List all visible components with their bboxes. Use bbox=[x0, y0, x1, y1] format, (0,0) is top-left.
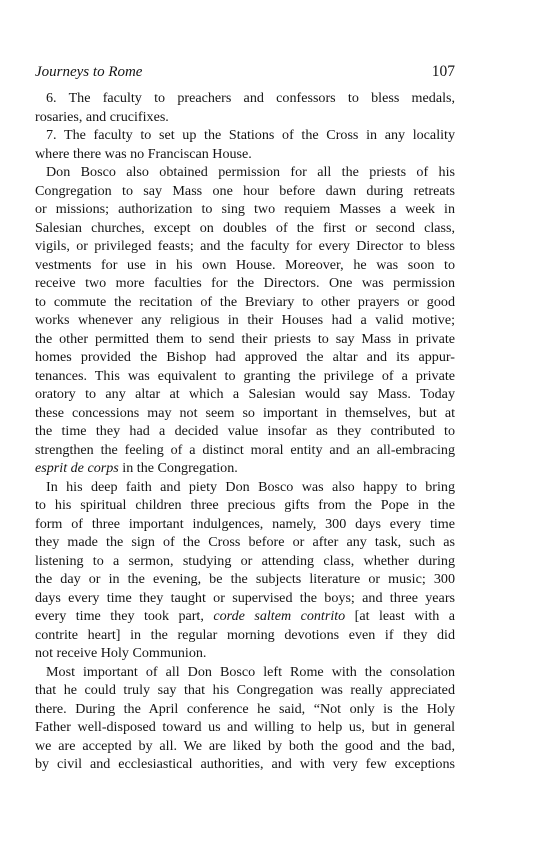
text-line bbox=[35, 663, 455, 682]
text-segment: days every time they taught or supervised the boys; and three years bbox=[35, 589, 455, 606]
text-segment: homes provided the Bishop had approved the altar and its appur- bbox=[35, 349, 455, 365]
text-line bbox=[35, 478, 455, 497]
text-segment: not receive Holy Communion. bbox=[35, 645, 207, 661]
text-line bbox=[35, 515, 455, 534]
text-segment: In his deep faith and piety Don Bosco was also happy to bring bbox=[46, 478, 455, 495]
text-segment: works whenever any religious in their Houses had a valid motive; bbox=[35, 312, 455, 328]
text-segment: rosaries, and crucifixes. bbox=[35, 108, 169, 125]
text-segment: that he could truly say that his Congregation was really appreciated bbox=[35, 682, 455, 698]
text-line bbox=[35, 348, 455, 367]
text-line bbox=[35, 311, 455, 330]
text-segment: they made the sign of the Cross before or after any task, such as bbox=[35, 534, 455, 550]
text-line bbox=[35, 256, 455, 275]
text-segment: receive two more faculties for the Directors. One was permission bbox=[35, 275, 455, 291]
text-segment: there. During the April conference he said, “Not only is the Holy bbox=[35, 700, 455, 717]
running-title: Journeys to Rome bbox=[35, 64, 143, 80]
text-line bbox=[35, 496, 455, 515]
text-segment: where there was no Franciscan House. bbox=[35, 145, 252, 162]
text-segment: these concessions may not seem so important in themselves, but at bbox=[35, 404, 455, 421]
text-segment: by civil and ecclesiastical authorities, and with very few exceptions bbox=[35, 756, 455, 772]
text-line bbox=[35, 330, 455, 349]
text-segment: Don Bosco also obtained permission for all the priests of his bbox=[46, 164, 455, 180]
text-line bbox=[35, 274, 455, 293]
text-segment: Congregation to say Mass one hour before dawn during retreats bbox=[35, 182, 455, 199]
text-line bbox=[35, 385, 455, 404]
text-line bbox=[35, 126, 455, 145]
text-line bbox=[35, 145, 455, 164]
text-line bbox=[35, 552, 455, 571]
text-line bbox=[35, 533, 455, 552]
text-segment: Most important of all Don Bosco left Rome with the consolation bbox=[46, 663, 455, 680]
text-line bbox=[35, 293, 455, 312]
body-text bbox=[35, 89, 455, 774]
text-line bbox=[35, 163, 455, 182]
text-segment: to his spiritual children three precious gifts from the Pope in the bbox=[35, 497, 455, 513]
text-segment: 7. The faculty to set up the Stations of the Cross in any locality bbox=[46, 127, 455, 143]
text-line bbox=[35, 644, 455, 663]
text-segment: the time they had a decided value insofar as they contributed to bbox=[35, 423, 455, 439]
text-segment: listening to a sermon, studying or attending class, whether during bbox=[35, 552, 455, 569]
text-segment: 6. The faculty to preachers and confessors to bless medals, bbox=[46, 90, 455, 106]
text-line bbox=[35, 182, 455, 201]
text-segment: the day or in the evening, be the subjects literature or music; 300 bbox=[35, 571, 455, 587]
text-segment: the other permitted them to send their priests to say Mass in private bbox=[35, 330, 455, 347]
text-segment: tenances. This was equivalent to granting the privilege of a private bbox=[35, 367, 455, 384]
text-line bbox=[35, 737, 455, 756]
text-segment: oratory to any altar at which a Salesian would say Mass. Today bbox=[35, 386, 455, 402]
text-line bbox=[35, 570, 455, 589]
text-line bbox=[35, 200, 455, 219]
text-line bbox=[35, 607, 455, 626]
text-segment: or missions; authorization to sing two requiem Masses a week in bbox=[35, 201, 455, 217]
text-line bbox=[35, 718, 455, 737]
text-segment: every time they took part, bbox=[35, 608, 214, 624]
book-page bbox=[35, 60, 455, 774]
text-line bbox=[35, 367, 455, 386]
text-segment: vigils, or privileged feasts; and the faculty for every Director to bless bbox=[35, 238, 455, 254]
text-segment: Father well-disposed toward us and willing to help us, but in general bbox=[35, 719, 455, 735]
text-segment: Salesian churches, except on doubles of the first or second class, bbox=[35, 219, 455, 236]
text-line bbox=[35, 237, 455, 256]
italic-phrase: esprit de corps bbox=[35, 460, 119, 476]
text-line bbox=[35, 219, 455, 238]
text-segment: form of three important indulgences, namely, 300 days every time bbox=[35, 515, 455, 532]
text-segment: vestments for use in his own House. Moreover, he was soon to bbox=[35, 256, 455, 273]
text-line bbox=[35, 681, 455, 700]
text-segment: [at least with a bbox=[345, 608, 455, 624]
text-segment: contrite heart] in the regular morning devotions even if they did bbox=[35, 626, 455, 643]
text-segment: in the Congregation. bbox=[118, 460, 238, 476]
text-line bbox=[35, 700, 455, 719]
text-line bbox=[35, 89, 455, 108]
text-line bbox=[35, 422, 455, 441]
text-line bbox=[35, 755, 455, 774]
text-line bbox=[35, 441, 455, 460]
text-line bbox=[35, 108, 455, 127]
text-segment: to commute the recitation of the Breviary to other prayers or good bbox=[35, 293, 455, 310]
text-line bbox=[35, 626, 455, 645]
running-head bbox=[35, 60, 455, 84]
text-line bbox=[35, 459, 455, 478]
text-line bbox=[35, 404, 455, 423]
italic-phrase: corde saltem contrito bbox=[213, 608, 346, 624]
text-line bbox=[35, 589, 455, 608]
text-segment: strengthen the feeling of a distinct moral entity and an all-embracing bbox=[35, 441, 455, 458]
text-segment: we are accepted by all. We are liked by both the good and the bad, bbox=[35, 737, 455, 754]
page-number: 107 bbox=[431, 63, 455, 80]
